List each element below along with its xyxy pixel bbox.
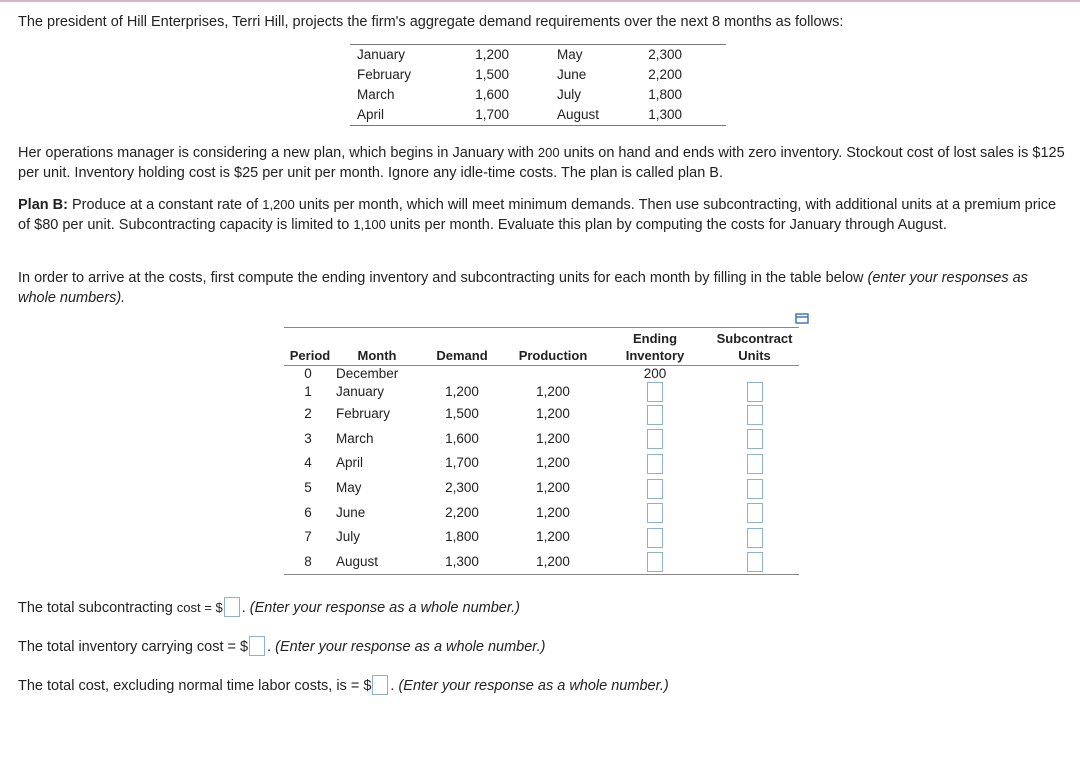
manager-text-b: units on hand and ends with zero inventory. Stockout cost of lost sales is $125 per unit. Inventory holding cost is $25 per unit per month. Ignore any idle-time costs. The plan is called plan B.	[18, 145, 1065, 181]
demand-left: 1,600	[475, 87, 509, 102]
subcontract-units-input[interactable]	[747, 405, 763, 425]
plan-b-a: Produce at a constant rate of	[67, 197, 263, 213]
plan-b-price: $80	[34, 217, 59, 233]
production-cell: 1,200	[536, 406, 570, 422]
demand-cell: 1,300	[445, 553, 479, 569]
ending-inventory-cell	[600, 427, 710, 452]
demand-cell: 2,300	[445, 480, 479, 496]
instructions-text	[18, 268, 1068, 308]
q2-hint: (Enter your response as a whole number.)	[275, 639, 546, 655]
header-ending-1: Ending	[632, 331, 678, 346]
subcontract-units-cell	[710, 500, 799, 525]
header-sub-1: Subcontract	[716, 331, 793, 346]
intro-text: The president of Hill Enterprises, Terri Hill, projects the firm's aggregate demand requirements over the next 8 months as follows:	[18, 14, 844, 30]
subcontract-units-input[interactable]	[747, 552, 763, 572]
month-right: June	[557, 67, 587, 82]
ending-inventory-cell	[600, 476, 710, 501]
ending-inventory-cell	[600, 500, 710, 525]
subcontract-units-input[interactable]	[747, 528, 763, 548]
period-cell: 5	[304, 480, 312, 496]
production-cell: 1,200	[536, 384, 570, 399]
table-row	[284, 451, 799, 476]
ending-inventory-input[interactable]	[647, 528, 663, 548]
production-cell: 1,200	[536, 504, 570, 520]
ending-inventory-cell: 200	[643, 366, 667, 381]
production-cell: 1,200	[536, 455, 570, 471]
plan-b-rate: 1,200	[262, 197, 295, 212]
month-left: February	[357, 67, 412, 82]
demand-table	[350, 44, 726, 126]
table-row	[284, 402, 799, 427]
subcontract-units-cell	[710, 427, 799, 452]
month-cell: April	[336, 455, 364, 471]
plan-b-capacity: 1,100	[353, 217, 386, 232]
question-inventory-cost: The total inventory carrying cost = $ . (Enter your response as a whole number.)	[18, 636, 545, 657]
subcontract-units-cell	[710, 451, 799, 476]
total-cost-input[interactable]	[372, 675, 388, 695]
question-total-cost: The total cost, excluding normal time labor costs, is = $ . (Enter your response as a whole number.)	[18, 675, 669, 696]
inventory-cost-input[interactable]	[249, 636, 265, 656]
subcontract-units-cell	[710, 476, 799, 501]
q2-label: The total inventory carrying cost = $	[18, 639, 249, 655]
starting-units: 200	[537, 145, 560, 160]
month-left: April	[357, 107, 385, 122]
subcontract-units-input[interactable]	[747, 429, 763, 449]
q3-hint: (Enter your response as a whole number.)	[398, 678, 669, 694]
period-cell: 1	[304, 384, 312, 399]
instructions-b: (enter your responses as whole numbers).	[18, 270, 1028, 306]
instructions-a: In order to arrive at the costs, first compute the ending inventory and subcontracting units for each month by filling in the table below	[18, 270, 868, 286]
plan-table	[284, 327, 799, 575]
production-cell	[506, 366, 600, 383]
q1-label-small: cost = $	[176, 600, 223, 615]
plan-b-d: units per month. Evaluate this plan by computing the costs for January through August.	[385, 217, 947, 233]
plan-b-label: Plan B:	[18, 197, 68, 213]
month-left: March	[357, 87, 395, 102]
production-cell: 1,200	[536, 430, 570, 446]
edit-table-icon[interactable]	[795, 313, 809, 324]
demand-row	[350, 45, 726, 65]
ending-inventory-input[interactable]	[647, 503, 663, 523]
demand-row	[350, 85, 726, 105]
demand-cell: 1,500	[445, 406, 479, 422]
period-cell: 7	[304, 529, 312, 545]
period-cell: 0	[304, 366, 312, 381]
header-ending-inventory	[600, 328, 710, 366]
plan-b-c: per unit. Subcontracting capacity is limited to	[58, 217, 354, 233]
ending-inventory-input[interactable]	[647, 552, 663, 572]
ending-inventory-cell	[600, 382, 710, 402]
header-month: Month	[336, 328, 418, 366]
demand-cell: 1,700	[445, 455, 479, 471]
demand-cell	[418, 366, 506, 383]
plan-b-text	[18, 195, 1068, 235]
production-cell: 1,200	[536, 553, 570, 569]
month-cell: December	[336, 366, 399, 381]
month-cell: February	[336, 406, 391, 422]
subcontract-units-input[interactable]	[747, 382, 763, 402]
q1-hint: (Enter your response as a whole number.)	[249, 600, 521, 616]
subcontracting-cost-input[interactable]	[224, 597, 240, 617]
table-row	[284, 427, 799, 452]
ending-inventory-cell	[600, 402, 710, 427]
demand-cell: 2,200	[445, 504, 479, 520]
table-row	[284, 550, 799, 575]
ending-inventory-input[interactable]	[647, 454, 663, 474]
subcontract-units-cell	[710, 402, 799, 427]
period-cell: 8	[304, 553, 312, 569]
ending-inventory-input[interactable]	[647, 479, 663, 499]
table-row	[284, 476, 799, 501]
header-period: Period	[284, 328, 336, 366]
demand-row	[350, 65, 726, 85]
q1-label: The total subcontracting	[18, 600, 177, 616]
table-row	[284, 525, 799, 550]
month-left: January	[357, 47, 406, 62]
demand-row	[350, 105, 726, 125]
subcontract-units-input[interactable]	[747, 503, 763, 523]
question-subcontracting-cost: The total subcontracting cost = $ . (Enter your response as a whole number.)	[18, 597, 520, 618]
month-cell: January	[336, 384, 385, 399]
subcontract-units-input[interactable]	[747, 454, 763, 474]
ending-inventory-input[interactable]	[647, 429, 663, 449]
period-cell: 2	[304, 406, 312, 422]
header-ending-2: Inventory	[625, 348, 685, 363]
subcontract-units-cell	[710, 525, 799, 550]
subcontract-cell	[710, 366, 799, 383]
demand-right: 1,300	[648, 107, 682, 122]
month-cell: August	[336, 553, 379, 569]
demand-cell: 1,600	[445, 430, 479, 446]
month-cell: June	[336, 504, 366, 520]
ending-inventory-cell	[600, 525, 710, 550]
month-right: May	[557, 47, 583, 62]
month-right: July	[557, 87, 582, 102]
table-row-start	[284, 366, 799, 383]
q3-label: The total cost, excluding normal time labor costs, is = $	[18, 678, 372, 694]
top-border	[0, 0, 1080, 2]
subcontract-units-cell	[710, 550, 799, 575]
period-cell: 3	[304, 430, 312, 446]
plan-b-b: units per month, which will meet minimum demands. Then use subcontracting, with additional units at a premium price of	[18, 197, 1057, 233]
subcontract-units-cell	[710, 382, 799, 402]
demand-right: 2,200	[648, 67, 682, 82]
demand-right: 1,800	[648, 87, 682, 102]
demand-left: 1,500	[475, 67, 509, 82]
ending-inventory-input[interactable]	[647, 382, 663, 402]
demand-left: 1,700	[475, 107, 509, 122]
ending-inventory-cell	[600, 550, 710, 575]
production-cell: 1,200	[536, 529, 570, 545]
demand-cell: 1,800	[445, 529, 479, 545]
month-cell: July	[336, 529, 361, 545]
demand-right: 2,300	[648, 47, 682, 62]
period-cell: 4	[304, 455, 312, 471]
demand-left: 1,200	[475, 47, 509, 62]
period-cell: 6	[304, 504, 312, 520]
month-right: August	[557, 107, 600, 122]
month-cell: May	[336, 480, 362, 496]
header-subcontract-units	[710, 328, 799, 366]
ending-inventory-cell	[600, 451, 710, 476]
ending-inventory-input[interactable]	[647, 405, 663, 425]
table-row	[284, 500, 799, 525]
subcontract-units-input[interactable]	[747, 479, 763, 499]
table-row	[284, 382, 799, 402]
header-sub-2: Units	[738, 348, 771, 363]
header-production: Production	[506, 328, 600, 366]
header-demand: Demand	[418, 328, 506, 366]
demand-cell: 1,200	[445, 384, 479, 399]
month-cell: March	[336, 430, 374, 446]
manager-text-a: Her operations manager is considering a new plan, which begins in January with	[18, 145, 538, 161]
manager-text	[18, 143, 1068, 183]
production-cell: 1,200	[536, 480, 570, 496]
